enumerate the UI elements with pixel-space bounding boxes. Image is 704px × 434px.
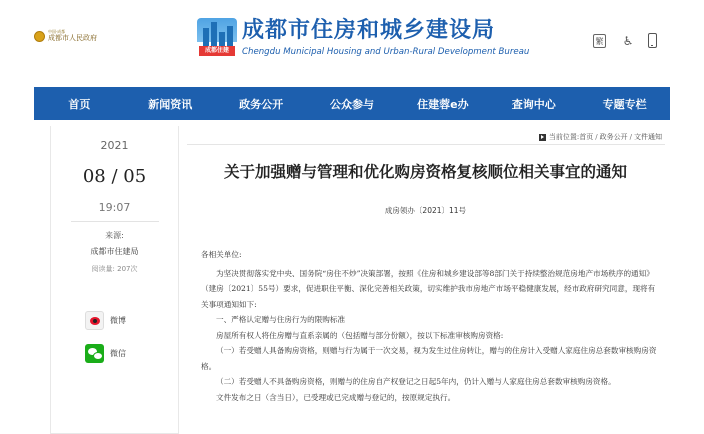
nav-item-query-center[interactable]: 查询中心: [511, 97, 556, 111]
gov-logo-name: 成都市人民政府: [48, 34, 97, 42]
read-count: [51, 264, 178, 274]
breadcrumb-separator: /: [629, 133, 632, 141]
breadcrumb-current-label: 当前位置:: [548, 133, 580, 141]
paragraph: （二）若受赠人不具备购房资格，则赠与的住房自产权登记之日起5年内，仍计入赠与人家庭住房总套数审核购房资格。: [216, 377, 616, 386]
nav-item-e-service[interactable]: 住建蓉e办: [417, 97, 469, 111]
section-heading: 一、严格认定赠与住房行为的限购标准: [216, 315, 346, 324]
article-main: [181, 126, 670, 434]
paragraph: 房屋所有权人将住房赠与直系亲属的（包括赠与部分份额），按以下标准审核购房资格:: [216, 330, 504, 340]
article-title: 关于加强赠与管理和优化购房资格复核顺位相关事宜的通知: [223, 162, 627, 181]
breadcrumb-divider: [187, 144, 665, 145]
nav-item-gov-affairs[interactable]: 政务公开: [239, 97, 284, 111]
nav-item-special-topics[interactable]: 专题专栏: [602, 97, 647, 111]
read-count-value: 207次: [117, 265, 138, 273]
salutation: 各相关单位:: [201, 250, 242, 259]
building-shape: [203, 28, 209, 46]
breadcrumb-notices[interactable]: 文件通知: [634, 133, 662, 141]
share-wechat-button[interactable]: [85, 343, 126, 363]
article-body: [201, 247, 661, 405]
main-nav: [34, 87, 670, 120]
location-arrow-icon: [539, 134, 546, 141]
gov-logo-text: [48, 30, 97, 42]
publish-date: 08 / 05: [82, 166, 147, 187]
building-shape: [211, 22, 217, 46]
emblem-icon: [34, 31, 45, 42]
read-count-label: 阅读量:: [91, 265, 115, 273]
site-logo-tag: 成都住建: [199, 46, 235, 56]
breadcrumb-separator: /: [595, 133, 598, 141]
site-logo-icon[interactable]: [197, 18, 237, 58]
nav-item-news[interactable]: 新闻资讯: [148, 97, 193, 111]
gov-logo-link[interactable]: [34, 30, 97, 42]
breadcrumb: [539, 132, 662, 142]
paragraph: （一）若受赠人具备购房资格，则赠与行为属于一次交易，视为发生过住房转让，赠与的住房计入受赠人家庭住房总套数审核购房资格。: [201, 346, 657, 371]
site-header: [0, 0, 704, 84]
article-meta-panel: [50, 126, 179, 434]
mobile-icon[interactable]: [648, 33, 657, 48]
share-weibo-button[interactable]: [85, 310, 126, 330]
weibo-icon: [85, 311, 104, 330]
share-weibo-label: 微博: [110, 315, 126, 325]
wechat-icon: [85, 344, 104, 363]
source-name: 成都市住建局: [90, 247, 139, 256]
publish-year: 2021: [100, 139, 129, 152]
share-wechat-label: 微信: [110, 348, 126, 358]
breadcrumb-home[interactable]: 首页: [579, 133, 594, 141]
building-shape: [227, 26, 233, 46]
breadcrumb-gov-affairs[interactable]: 政务公开: [599, 133, 628, 141]
building-shape: [219, 32, 225, 46]
site-title: 成都市住房和城乡建设局: [242, 18, 496, 43]
paragraph: 文件发布之日（含当日），已受理或已完成赠与登记的，按原规定执行。: [216, 392, 456, 402]
publish-time: 19:07: [98, 201, 131, 214]
nav-item-home[interactable]: 首页: [68, 97, 91, 111]
paragraph: 为坚决贯彻落实党中央、国务院“房住不炒”决策部署，按照《住房和城乡建设部等8部门关于持续整治规范房地产市场秩序的通知》（建房〔2021〕55号）要求，促进职住平衡、深化完善相关政策，切实维护我市房地产市场平稳健康发展，经市政府研究同意，现将有关事项通知如下:: [201, 268, 656, 309]
divider: [71, 221, 159, 222]
gov-logo-small: 中国·成都: [48, 29, 66, 34]
accessibility-icon[interactable]: ♿: [622, 34, 634, 48]
document-number: 成房领办〔2021〕11号: [384, 206, 467, 215]
nav-item-public-participation[interactable]: 公众参与: [330, 97, 374, 111]
source-label: 来源:: [105, 231, 124, 240]
site-subtitle: Chengdu Municipal Housing and Urban-Rural Development Bureau: [242, 47, 530, 57]
traditional-chinese-button[interactable]: 繁: [593, 34, 606, 48]
